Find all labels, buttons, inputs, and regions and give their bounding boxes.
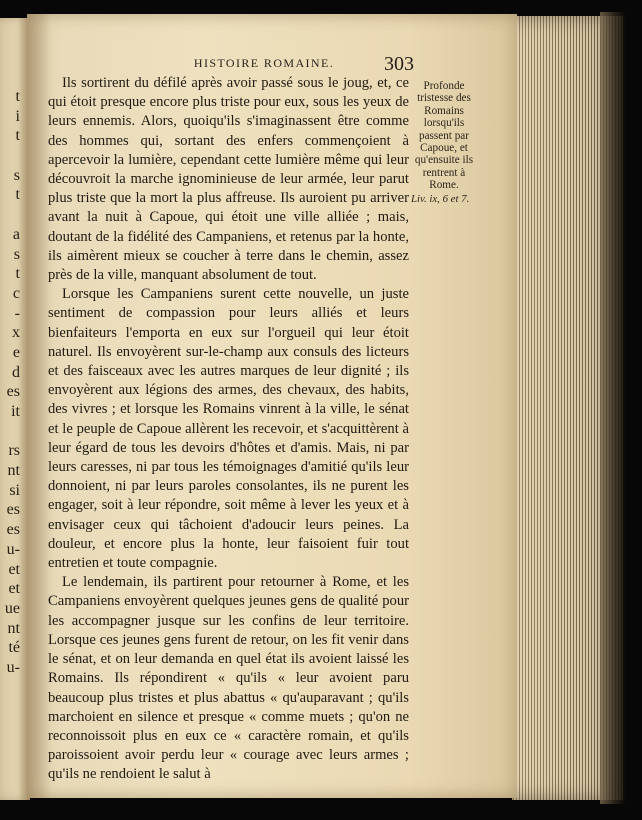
left-fragment: u- bbox=[6, 658, 20, 676]
left-fragment: s bbox=[13, 166, 20, 184]
left-fragment bbox=[0, 205, 20, 225]
left-fragment: s bbox=[13, 245, 20, 263]
left-fragment bbox=[0, 146, 20, 166]
left-fragment: nt bbox=[7, 619, 20, 637]
left-fragment: a bbox=[12, 225, 20, 243]
marginal-note-heading: Profonde tristesse des Romains lorsqu'ils passent par Capoue, et qu'ensuite ils rentrent à Rome. bbox=[414, 80, 474, 192]
marginal-note bbox=[411, 80, 477, 205]
left-fragment: rs bbox=[8, 442, 20, 460]
left-fragment: es bbox=[6, 501, 20, 519]
left-fragment: x bbox=[12, 324, 20, 342]
left-fragment: t bbox=[15, 127, 20, 145]
left-fragment: nt bbox=[7, 462, 20, 480]
paragraph: Le lendemain, ils partirent pour retourner à Rome, et les Campaniens envoyèrent quelques jeunes gens de qualité pour les accompagner jusque sur les confins de leur territoire. Lorsque ces jeunes gens furent de retour, on les fit venir dans le sénat, et on leur demanda en quel état ils avoient laissé les Romains. Ils répondirent « qu'ils « leur avoient paru beaucoup plus tristes et plus abattus « qu'auparavant ; qu'ils marchoient en silence et presque « comme muets ; qu'on ne reconnoissoit plus en eux ce « caractère romain, et qu'ils paroissoient avoir perdu leur « courage avec leurs armes ; qu'ils ne rendoient le salut à bbox=[48, 574, 409, 783]
left-fragment: i bbox=[15, 107, 20, 125]
left-fragment: t bbox=[15, 186, 20, 204]
left-fragment: si bbox=[9, 481, 20, 499]
left-fragment: - bbox=[14, 304, 20, 322]
left-fragment: u- bbox=[6, 540, 20, 558]
left-fragment: t bbox=[15, 265, 20, 283]
left-fragment: et bbox=[8, 580, 20, 598]
paragraph: Ils sortirent du défilé après avoir passé sous le joug, et, ce qui étoit presque encore plus triste pour eux, sous les yeux de leurs ennemis. Alors, quoiqu'ils s'imaginassent être comme des hommes qui, sortant des enfers commençoient à apercevoir la lumière, cependant cette lumière même qui leur découvroit la marche ignominieuse de leur armée, leur parut plus triste que la mort la plus affreuse. Ils auroient pu arriver avant la nuit à Capoue, qui étoit une ville alliée ; mais, doutant de la fidélité des Campaniens, et retenus par la honte, ils aimèrent mieux se coucher à terre dans le chemin, assez près de la ville, manquant absolument de tout. bbox=[48, 75, 409, 284]
left-page-text-fragments bbox=[0, 87, 20, 678]
book-cover-edge bbox=[600, 12, 626, 804]
left-fragment: es bbox=[6, 521, 20, 539]
main-text-block bbox=[48, 74, 409, 785]
left-page-edge bbox=[0, 18, 30, 800]
left-fragment: d bbox=[12, 363, 20, 381]
left-fragment: ue bbox=[4, 599, 20, 617]
left-fragment: té bbox=[8, 639, 20, 657]
running-head: HISTOIRE ROMAINE. bbox=[193, 56, 335, 70]
page-number: 303 bbox=[384, 53, 414, 75]
paragraph: Lorsque les Campaniens surent cette nouvelle, un juste sentiment de compassion pour leurs alliés et leurs bienfaiteurs l'emporta en eux sur l'orgueil qui leur étoit naturel. Ils envoyèrent sur-le-champ aux consuls des licteurs et des faisceaux avec les autres marques de leur dignité ; ils envoyèrent aux légions des armes, des chevaux, des habits, des vivres ; et lorsque les Romains vinrent à la ville, le sénat et le peuple de Capoue allèrent les recevoir, et s'acquittèrent à leur égard de tous les devoirs d'hôtes et d'amis. Mais, ni par leurs caresses, ni par tous les témoignages d'amitié qu'ils leur donnoient, ni par leurs paroles consolantes, ils ne purent les engager, soit à leur répondre, soit même à lever les yeux et à envisager ceux qui tâchoient d'adoucir leurs peines. La douleur, et encore plus la honte, leur faisoient fuir tout entretien et toute compagnie. bbox=[48, 286, 409, 572]
left-fragment: c bbox=[12, 284, 20, 302]
left-fragment: t bbox=[15, 88, 20, 105]
left-fragment: es bbox=[6, 383, 20, 401]
left-fragment: e bbox=[12, 343, 20, 361]
left-fragment: it bbox=[11, 403, 20, 420]
left-fragment bbox=[0, 422, 20, 442]
left-fragment: et bbox=[8, 560, 20, 578]
marginal-note-reference: Liv. ix, 6 et 7. bbox=[411, 192, 470, 205]
